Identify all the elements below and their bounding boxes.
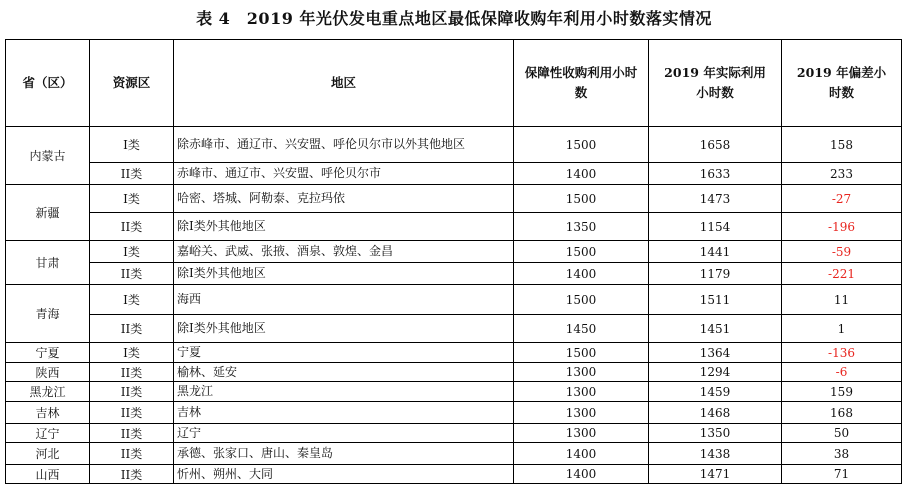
deviation-hours-cell: 168 bbox=[782, 402, 902, 424]
province-cell: 宁夏 bbox=[6, 343, 90, 363]
resource-zone-cell: II类 bbox=[90, 163, 174, 185]
resource-zone-cell: I类 bbox=[90, 343, 174, 363]
actual-hours-cell: 1633 bbox=[649, 163, 782, 185]
resource-zone-cell: II类 bbox=[90, 213, 174, 241]
guaranteed-hours-cell: 1300 bbox=[514, 382, 649, 402]
area-cell: 吉林 bbox=[174, 402, 514, 424]
area-cell: 除赤峰市、通辽市、兴安盟、呼伦贝尔市以外其他地区 bbox=[174, 127, 514, 163]
table-row bbox=[6, 343, 902, 363]
area-cell: 辽宁 bbox=[174, 424, 514, 443]
table-row bbox=[6, 465, 902, 484]
province-cell: 辽宁 bbox=[6, 424, 90, 443]
deviation-hours-cell: 233 bbox=[782, 163, 902, 185]
resource-zone-cell: II类 bbox=[90, 363, 174, 382]
area-cell: 除I类外其他地区 bbox=[174, 263, 514, 285]
deviation-hours-cell: 11 bbox=[782, 285, 902, 315]
actual-hours-cell: 1451 bbox=[649, 315, 782, 343]
table-row bbox=[6, 363, 902, 382]
province-cell: 吉林 bbox=[6, 402, 90, 424]
area-cell: 哈密、塔城、阿勒泰、克拉玛依 bbox=[174, 185, 514, 213]
table-row bbox=[6, 315, 902, 343]
table-row bbox=[6, 163, 902, 185]
actual-hours-cell: 1438 bbox=[649, 443, 782, 465]
header-province: 省（区） bbox=[6, 40, 90, 127]
deviation-hours-cell: -196 bbox=[782, 213, 902, 241]
table-row bbox=[6, 213, 902, 241]
area-cell: 黑龙江 bbox=[174, 382, 514, 402]
province-cell: 陕西 bbox=[6, 363, 90, 382]
deviation-hours-cell: 159 bbox=[782, 382, 902, 402]
deviation-hours-cell: 50 bbox=[782, 424, 902, 443]
header-area: 地区 bbox=[174, 40, 514, 127]
resource-zone-cell: I类 bbox=[90, 185, 174, 213]
area-cell: 嘉峪关、武威、张掖、酒泉、敦煌、金昌 bbox=[174, 241, 514, 263]
deviation-hours-cell: -6 bbox=[782, 363, 902, 382]
actual-hours-cell: 1294 bbox=[649, 363, 782, 382]
province-cell: 新疆 bbox=[6, 185, 90, 241]
actual-hours-cell: 1441 bbox=[649, 241, 782, 263]
guaranteed-hours-cell: 1350 bbox=[514, 213, 649, 241]
table-row bbox=[6, 382, 902, 402]
table-caption: 表 4 2019 年光伏发电重点地区最低保障收购年利用小时数落实情况 bbox=[196, 9, 712, 28]
guaranteed-hours-cell: 1400 bbox=[514, 163, 649, 185]
resource-zone-cell: I类 bbox=[90, 285, 174, 315]
actual-hours-cell: 1364 bbox=[649, 343, 782, 363]
resource-zone-cell: II类 bbox=[90, 465, 174, 484]
deviation-hours-cell: 158 bbox=[782, 127, 902, 163]
deviation-hours-cell: 1 bbox=[782, 315, 902, 343]
area-cell: 海西 bbox=[174, 285, 514, 315]
area-cell: 宁夏 bbox=[174, 343, 514, 363]
actual-hours-cell: 1350 bbox=[649, 424, 782, 443]
table-row bbox=[6, 185, 902, 213]
area-cell: 赤峰市、通辽市、兴安盟、呼伦贝尔市 bbox=[174, 163, 514, 185]
resource-zone-cell: I类 bbox=[90, 127, 174, 163]
guaranteed-hours-cell: 1400 bbox=[514, 263, 649, 285]
guaranteed-hours-cell: 1300 bbox=[514, 424, 649, 443]
guaranteed-hours-cell: 1500 bbox=[514, 343, 649, 363]
table-row bbox=[6, 263, 902, 285]
actual-hours-cell: 1658 bbox=[649, 127, 782, 163]
header-deviation-hours: 2019 年偏差小时数 bbox=[782, 40, 902, 127]
resource-zone-cell: II类 bbox=[90, 263, 174, 285]
area-cell: 榆林、延安 bbox=[174, 363, 514, 382]
guaranteed-hours-cell: 1500 bbox=[514, 241, 649, 263]
resource-zone-cell: II类 bbox=[90, 402, 174, 424]
province-cell: 内蒙古 bbox=[6, 127, 90, 185]
deviation-hours-cell: 71 bbox=[782, 465, 902, 484]
actual-hours-cell: 1511 bbox=[649, 285, 782, 315]
guaranteed-hours-cell: 1500 bbox=[514, 185, 649, 213]
deviation-hours-cell: -59 bbox=[782, 241, 902, 263]
utilization-hours-table bbox=[5, 39, 902, 484]
guaranteed-hours-cell: 1400 bbox=[514, 465, 649, 484]
table-body bbox=[6, 127, 902, 484]
guaranteed-hours-cell: 1300 bbox=[514, 402, 649, 424]
guaranteed-hours-cell: 1500 bbox=[514, 127, 649, 163]
header-actual-hours: 2019 年实际利用小时数 bbox=[649, 40, 782, 127]
deviation-hours-cell: 38 bbox=[782, 443, 902, 465]
table-row bbox=[6, 285, 902, 315]
resource-zone-cell: I类 bbox=[90, 241, 174, 263]
table-row bbox=[6, 443, 902, 465]
guaranteed-hours-cell: 1300 bbox=[514, 363, 649, 382]
deviation-hours-cell: -27 bbox=[782, 185, 902, 213]
resource-zone-cell: II类 bbox=[90, 315, 174, 343]
header-guaranteed-hours: 保障性收购利用小时数 bbox=[514, 40, 649, 127]
province-cell: 黑龙江 bbox=[6, 382, 90, 402]
table-row bbox=[6, 127, 902, 163]
deviation-hours-cell: -221 bbox=[782, 263, 902, 285]
actual-hours-cell: 1471 bbox=[649, 465, 782, 484]
actual-hours-cell: 1179 bbox=[649, 263, 782, 285]
area-cell: 除I类外其他地区 bbox=[174, 315, 514, 343]
header-resource-zone: 资源区 bbox=[90, 40, 174, 127]
table-row bbox=[6, 241, 902, 263]
actual-hours-cell: 1154 bbox=[649, 213, 782, 241]
table-row bbox=[6, 402, 902, 424]
guaranteed-hours-cell: 1500 bbox=[514, 285, 649, 315]
actual-hours-cell: 1468 bbox=[649, 402, 782, 424]
resource-zone-cell: II类 bbox=[90, 382, 174, 402]
province-cell: 甘肃 bbox=[6, 241, 90, 285]
table-row bbox=[6, 424, 902, 443]
province-cell: 河北 bbox=[6, 443, 90, 465]
actual-hours-cell: 1459 bbox=[649, 382, 782, 402]
resource-zone-cell: II类 bbox=[90, 424, 174, 443]
header-row bbox=[6, 40, 902, 127]
area-cell: 除I类外其他地区 bbox=[174, 213, 514, 241]
guaranteed-hours-cell: 1450 bbox=[514, 315, 649, 343]
province-cell: 山西 bbox=[6, 465, 90, 484]
area-cell: 忻州、朔州、大同 bbox=[174, 465, 514, 484]
province-cell: 青海 bbox=[6, 285, 90, 343]
guaranteed-hours-cell: 1400 bbox=[514, 443, 649, 465]
actual-hours-cell: 1473 bbox=[649, 185, 782, 213]
deviation-hours-cell: -136 bbox=[782, 343, 902, 363]
area-cell: 承德、张家口、唐山、秦皇岛 bbox=[174, 443, 514, 465]
resource-zone-cell: II类 bbox=[90, 443, 174, 465]
